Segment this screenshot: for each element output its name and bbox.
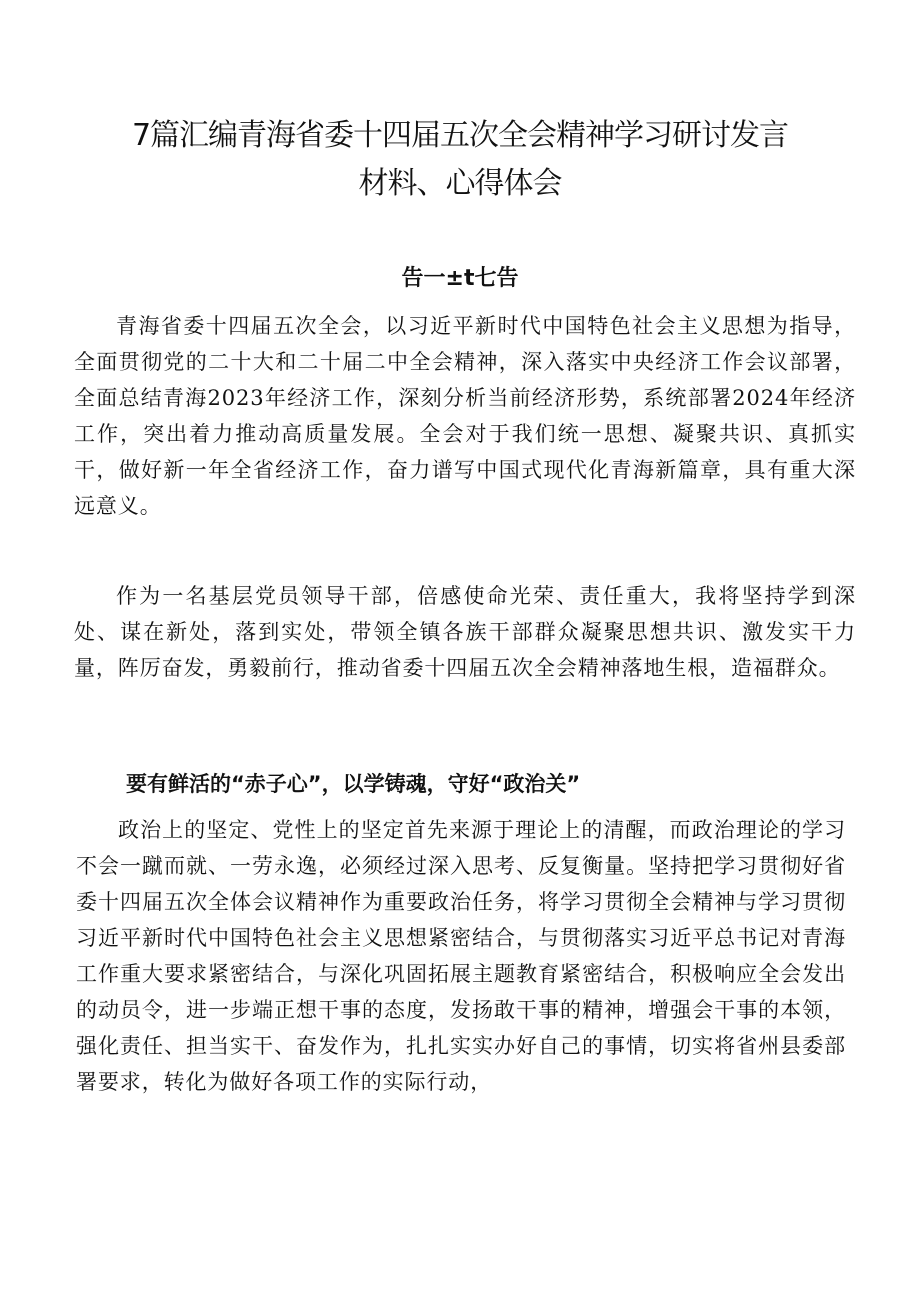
paragraph-commitment: 作为一名基层党员领导干部，倍感使命光荣、责任重大，我将坚持学到深处、谋在新处，落到实处，带领全镇各族干部群众凝聚思想共识、激发实干力量，阵厉奋发，勇毅前行，推动省委十四届五次全会精神落地生根，造福群众。 bbox=[74, 584, 856, 680]
section-subheading: 要有鲜活的“赤子心”，以学铸魂，守好“政治关” bbox=[126, 772, 581, 796]
paragraph-political-study: 政治上的坚定、党性上的坚定首先来源于理论上的清醒，而政治理论的学习不会一蹴而就、一劳永逸，必须经过深入思考、反复衡量。坚持把学习贯彻好省委十四届五次全体会议精神作为重要政治任务，将学习贯彻全会精神与学习贯彻习近平新时代中国特色社会主义思想紧密结合，与贯彻落实习近平总书记对青海工作重大要求紧密结合，与深化巩固拓展主题教育紧密结合，积极响应全会发出的动员令，进一步端正想干事的态度，发扬敢干事的精神，增强会干事的本领，强化责任、担当实干、奋发作为，扎扎实实办好自己的事情，切实将省州县委部署要求，转化为做好各项工作的实际行动， bbox=[76, 818, 846, 1094]
paragraph-intro: 青海省委十四届五次全会，以习近平新时代中国特色社会主义思想为指导，全面贯彻党的二十大和二十届二中全会精神，深入落实中央经济工作会议部署，全面总结青海2023年经济工作，深刻分析当前经济形势，系统部署2024年经济工作，突出着力推动高质量发展。全会对于我们统一思想、凝聚共识、真抓实干，做好新一年全省经济工作，奋力谱写中国式现代化青海新篇章，具有重大深远意义。 bbox=[74, 314, 856, 518]
section-label: 告一±t七告 bbox=[401, 266, 519, 291]
document-title-line1: 7篇汇编青海省委十四届五次全会精神学习研讨发言 bbox=[131, 118, 789, 153]
document-title-line2: 材料、心得体会 bbox=[358, 166, 562, 201]
